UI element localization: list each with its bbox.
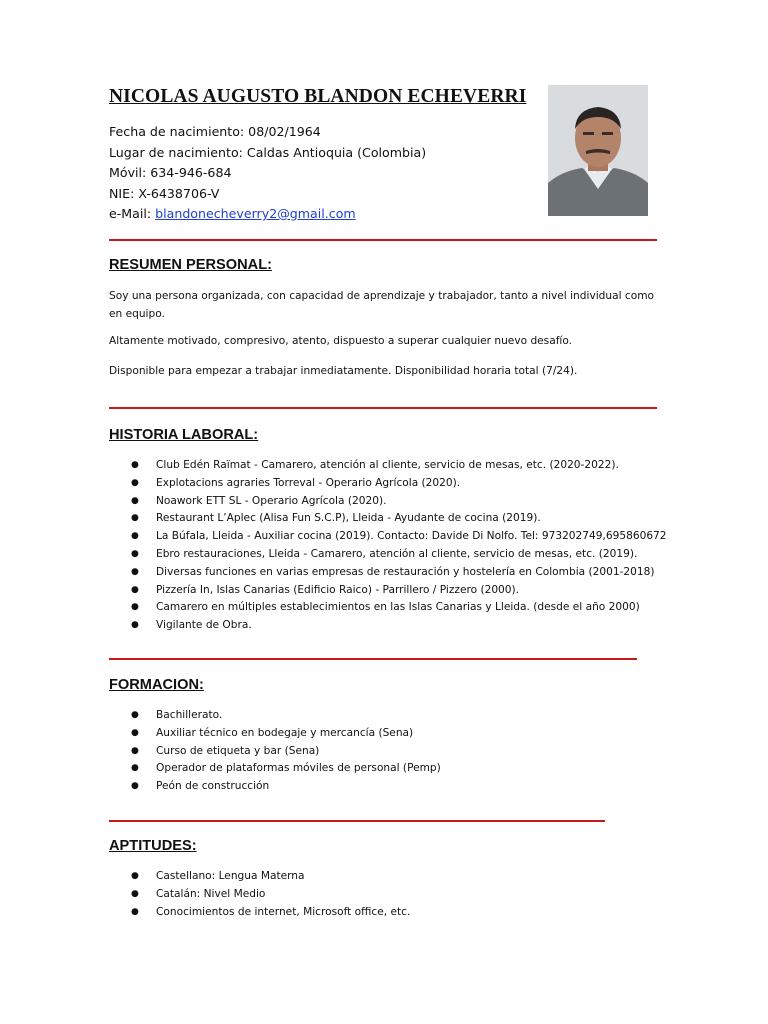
list-item xyxy=(109,617,667,635)
bullet-icon: ● xyxy=(131,548,139,559)
list-item-text: La Búfala, Lleida - Auxiliar cocina (2019). Contacto: Davide Di Nolfo. Tel: 973202749,695860672 xyxy=(156,530,667,543)
divider-line xyxy=(109,407,657,409)
bullet-icon: ● xyxy=(131,477,139,488)
birth-place: Lugar de nacimiento: Caldas Antioquia (Colombia) xyxy=(109,144,427,160)
list-item-text: Camarero en múltiples establecimientos en las Islas Canarias y Lleida. (desde el año 2000) xyxy=(156,601,640,614)
list-item xyxy=(109,582,667,600)
profile-photo-graphic xyxy=(548,85,648,216)
historia-list xyxy=(109,457,667,635)
list-item-text: Castellano: Lengua Materna xyxy=(156,870,305,882)
list-item-text: Club Edén Raïmat - Camarero, atención al cliente, servicio de mesas, etc. (2020-2022). xyxy=(156,459,619,471)
list-item xyxy=(109,457,667,475)
list-item xyxy=(109,868,410,886)
aptitudes-list xyxy=(109,868,410,921)
list-item xyxy=(109,886,410,904)
section-heading-formacion: FORMACION: xyxy=(109,677,204,693)
resumen-paragraph: Altamente motivado, compresivo, atento, dispuesto a superar cualquier nuevo desafío. xyxy=(109,335,573,347)
list-item-text: Curso de etiqueta y bar (Sena) xyxy=(156,744,320,757)
list-item-text: Noawork ETT SL - Operario Agrícola (2020). xyxy=(156,494,387,507)
section-heading-historia: HISTORIA LABORAL: xyxy=(109,427,259,443)
profile-photo xyxy=(548,85,648,216)
list-item xyxy=(109,546,667,564)
list-item-text: Operador de plataformas móviles de personal (Pemp) xyxy=(156,762,441,775)
bullet-icon: ● xyxy=(131,888,139,899)
divider-line xyxy=(109,239,657,241)
nie-number: NIE: X-6438706-V xyxy=(109,185,220,201)
list-item xyxy=(109,760,441,778)
bullet-icon: ● xyxy=(131,531,139,542)
bullet-icon: ● xyxy=(131,513,139,524)
bullet-icon: ● xyxy=(131,745,139,756)
bullet-icon: ● xyxy=(131,763,139,774)
list-item-text: Pizzería In, Islas Canarias (Edificio Raico) - Parrillero / Pizzero (2000). xyxy=(156,583,520,596)
bullet-icon: ● xyxy=(131,710,139,720)
section-heading-aptitudes: APTITUDES: xyxy=(109,838,197,854)
list-item-text: Conocimientos de internet, Microsoft office, etc. xyxy=(156,905,411,918)
list-item-text: Bachillerato. xyxy=(156,709,223,721)
mobile-phone: Móvil: 634-946-684 xyxy=(109,165,232,180)
list-item xyxy=(109,778,441,796)
list-item xyxy=(109,510,667,528)
formacion-list xyxy=(109,707,441,796)
section-heading-resumen: RESUMEN PERSONAL: xyxy=(109,257,272,273)
list-item xyxy=(109,528,667,546)
bullet-icon: ● xyxy=(131,871,139,881)
list-item xyxy=(109,475,667,493)
list-item xyxy=(109,743,441,761)
list-item-text: Diversas funciones en varias empresas de restauración y hostelería en Colombia (2001-2018) xyxy=(156,565,655,578)
bullet-icon: ● xyxy=(131,620,139,631)
list-item-text: Vigilante de Obra. xyxy=(156,619,252,632)
personal-info xyxy=(109,122,426,225)
list-item xyxy=(109,564,667,582)
list-item xyxy=(109,599,667,617)
list-item-text: Peón de construcción xyxy=(156,780,270,793)
list-item xyxy=(109,725,441,743)
bullet-icon: ● xyxy=(131,727,139,738)
list-item xyxy=(109,904,410,922)
list-item-text: Auxiliar técnico en bodegaje y mercancía (Sena) xyxy=(156,726,414,739)
email-label: e-Mail: xyxy=(109,206,156,221)
email-line xyxy=(109,204,426,225)
list-item-text: Ebro restauraciones, Lleida - Camarero, atención al cliente, servicio de mesas, etc. (2019). xyxy=(156,547,638,560)
bullet-icon: ● xyxy=(131,906,139,917)
bullet-icon: ● xyxy=(131,584,139,595)
bullet-icon: ● xyxy=(131,566,139,577)
list-item-text: Explotacions agraries Torreval - Operario Agrícola (2020). xyxy=(156,476,461,489)
birth-date: Fecha de nacimiento: 08/02/1964 xyxy=(109,124,321,139)
divider-line xyxy=(109,658,637,660)
bullet-icon: ● xyxy=(131,495,139,506)
bullet-icon: ● xyxy=(131,460,139,470)
list-item xyxy=(109,707,441,725)
bullet-icon: ● xyxy=(131,602,139,613)
resumen-paragraph: Disponible para empezar a trabajar inmediatamente. Disponibilidad horaria total (7/24). xyxy=(109,365,578,377)
resumen-paragraph: Soy una persona organizada, con capacidad de aprendizaje y trabajador, tanto a nivel individual como en equipo. xyxy=(109,290,655,320)
email-link[interactable]: blandonecheverry2@gmail.com xyxy=(155,206,356,221)
list-item xyxy=(109,493,667,511)
list-item-text: Restaurant L’Aplec (Alisa Fun S.C.P), Lleida - Ayudante de cocina (2019). xyxy=(156,512,541,525)
divider-line xyxy=(109,820,605,822)
list-item-text: Catalán: Nivel Medio xyxy=(156,887,266,900)
candidate-name: NICOLAS AUGUSTO BLANDON ECHEVERRI xyxy=(109,86,527,107)
bullet-icon: ● xyxy=(131,781,139,792)
